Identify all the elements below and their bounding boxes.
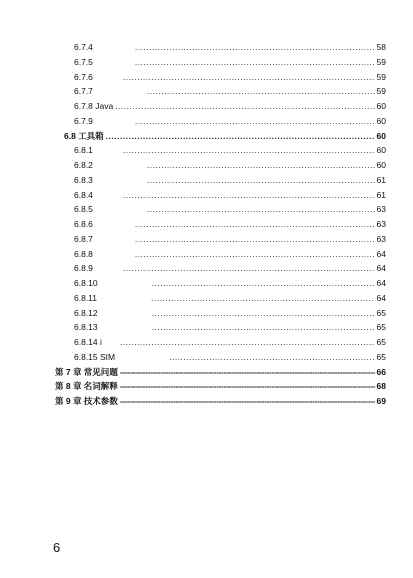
toc-leader-dots: [135, 233, 375, 246]
toc-subsection-entry[interactable]: [74, 144, 386, 157]
toc-leader-dots: [135, 56, 375, 69]
toc-entry-page: 64: [376, 248, 386, 259]
toc-entry-page: 65: [376, 322, 386, 333]
toc-entry-label: 6.7.8 Java: [74, 101, 114, 111]
toc-entry-page: 65: [376, 337, 386, 347]
toc-leader-dots: [147, 159, 375, 172]
toc-subsection-entry[interactable]: [74, 159, 386, 172]
toc-entry-label: 6.7.4: [74, 42, 93, 52]
toc-subsection-entry[interactable]: [74, 189, 386, 202]
toc-leader-dots: [147, 85, 375, 98]
toc-subsection-entry[interactable]: [74, 277, 386, 290]
toc-leader-dots: [123, 144, 375, 157]
toc-entry-page: 59: [376, 71, 386, 82]
toc-entry-label: 6.8.13: [74, 322, 98, 333]
toc-subsection-entry[interactable]: [74, 174, 386, 187]
toc-entry-label: 6.8.3: [74, 174, 93, 185]
toc-subsection-entry[interactable]: [74, 71, 386, 84]
toc-leader-dots: [135, 218, 375, 231]
toc-chapter-entry[interactable]: [55, 366, 386, 379]
toc-leader-dots: [120, 366, 375, 379]
toc-leader-dots: [147, 174, 375, 187]
toc-entry-label: 6.8.9: [74, 263, 93, 274]
toc-leader-dots: [123, 189, 375, 202]
toc-entry-page: 60: [376, 101, 386, 111]
toc-subsection-entry[interactable]: [74, 233, 386, 246]
toc-entry-page: 60: [376, 160, 386, 170]
toc-subsection-entry[interactable]: [74, 292, 386, 305]
toc-subsection-entry[interactable]: [74, 56, 386, 69]
toc-leader-dots: [120, 336, 375, 349]
toc-entry-page: 61: [376, 189, 386, 200]
toc-entry-label: 6.8.14 i: [74, 337, 102, 347]
toc-leader-dots: [123, 262, 375, 275]
toc-leader-dots: [152, 277, 375, 290]
toc-leader-dots: [135, 41, 375, 54]
toc-entry-label: 6.8.15 SIM: [74, 351, 116, 362]
toc-entry-label: 6.8 工具箱: [64, 130, 104, 141]
page-number: 6: [53, 540, 61, 555]
toc-entry-label: 6.8.5: [74, 204, 93, 215]
toc-entry-label: 第 7 章 常见问题: [55, 366, 118, 377]
toc-subsection-entry[interactable]: [74, 218, 386, 231]
toc-entry-label: 第 9 章 技术参数: [55, 396, 118, 406]
toc-section-entry[interactable]: [64, 130, 386, 143]
toc-entry-page: 63: [376, 219, 386, 229]
toc-entry-page: 64: [376, 292, 386, 303]
toc-subsection-entry[interactable]: [74, 307, 386, 320]
toc-entry-page: 59: [376, 86, 386, 97]
toc-subsection-entry[interactable]: [74, 321, 386, 334]
toc-entry-label: 6.8.1: [74, 145, 93, 156]
toc-chapter-entry[interactable]: [55, 395, 386, 408]
toc-subsection-entry[interactable]: [74, 115, 386, 128]
toc-subsection-entry[interactable]: [74, 351, 386, 364]
toc-entry-page: 61: [376, 174, 386, 185]
toc-entry-label: 6.7.6: [74, 71, 93, 82]
toc-subsection-entry[interactable]: [74, 85, 386, 98]
toc-subsection-entry[interactable]: [74, 41, 386, 54]
toc-entry-label: 6.8.4: [74, 189, 93, 200]
toc-entry-label: 6.7.5: [74, 56, 93, 67]
toc-entry-page: 64: [376, 263, 386, 274]
toc-entry-label: 6.8.2: [74, 160, 93, 170]
toc-leader-dots: [151, 292, 375, 305]
toc-entry-label: 6.7.7: [74, 86, 93, 97]
toc-entry-label: 6.8.7: [74, 233, 93, 244]
toc-leader-dots: [120, 395, 375, 408]
toc-leader-dots: [106, 130, 375, 143]
toc-entry-page: 60: [376, 145, 386, 156]
toc-leader-dots: [169, 351, 374, 364]
toc-subsection-entry[interactable]: [74, 248, 386, 261]
toc-entry-page: 69: [376, 396, 386, 406]
toc-entry-page: 65: [376, 307, 386, 318]
toc-entry-label: 6.8.6: [74, 219, 93, 229]
toc-entry-page: 60: [376, 130, 386, 141]
toc-entry-page: 66: [376, 366, 386, 377]
toc-entry-page: 63: [376, 233, 386, 244]
toc-entry-label: 6.7.9: [74, 115, 93, 126]
toc-leader-dots: [120, 380, 375, 393]
toc-subsection-entry[interactable]: [74, 100, 386, 113]
toc-entry-label: 6.8.10: [74, 278, 98, 288]
toc-entry-page: 60: [376, 115, 386, 126]
toc-entry-label: 6.8.12: [74, 307, 98, 318]
toc-leader-dots: [147, 203, 375, 216]
toc-entry-page: 63: [376, 204, 386, 215]
toc-subsection-entry[interactable]: [74, 203, 386, 216]
toc-entry-page: 64: [376, 278, 386, 288]
toc-subsection-entry[interactable]: [74, 336, 386, 349]
toc-entry-page: 68: [376, 381, 386, 392]
toc-chapter-entry[interactable]: [55, 380, 386, 393]
toc-leader-dots: [123, 71, 375, 84]
toc-entry-label: 第 8 章 名词解释: [55, 381, 118, 392]
toc-leader-dots: [115, 100, 374, 113]
toc-leader-dots: [152, 307, 375, 320]
toc-entry-page: 59: [376, 56, 386, 67]
toc-entry-label: 6.8.8: [74, 248, 93, 259]
toc-entry-page: 58: [376, 42, 386, 52]
toc-leader-dots: [135, 115, 375, 128]
toc-entry-label: 6.8.11: [74, 292, 98, 303]
toc-leader-dots: [135, 248, 375, 261]
toc-subsection-entry[interactable]: [74, 262, 386, 275]
toc-leader-dots: [152, 321, 375, 334]
toc-entry-page: 65: [376, 351, 386, 362]
